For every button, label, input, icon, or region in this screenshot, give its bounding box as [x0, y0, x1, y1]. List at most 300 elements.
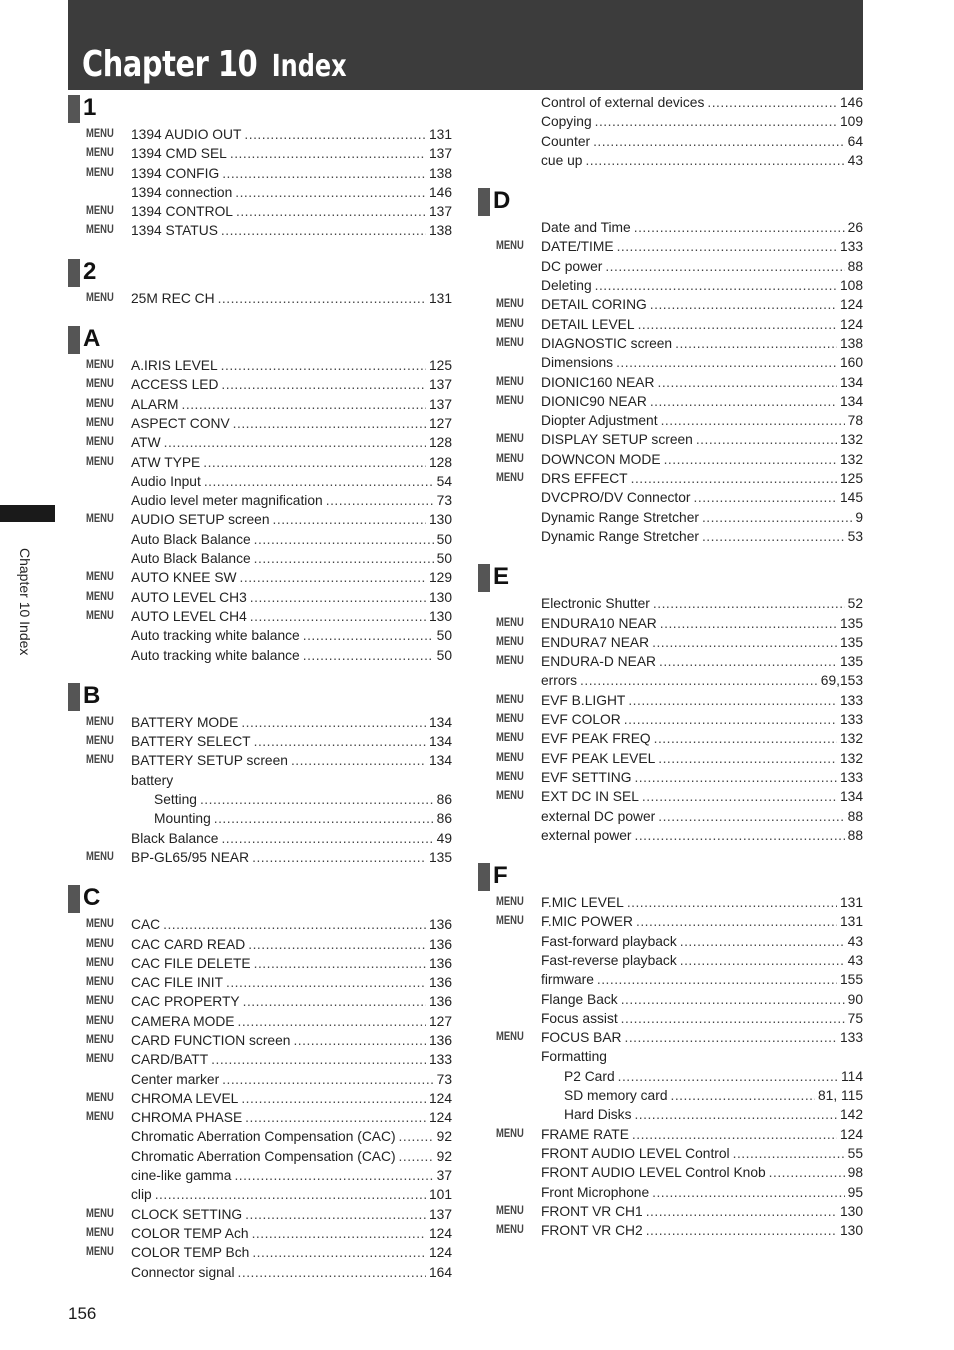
section-marker-bar [68, 683, 80, 711]
entry-page: 138 [428, 165, 452, 181]
entry-page: 124 [428, 1110, 452, 1126]
entry-row [131, 829, 452, 848]
entry-term: EVF B.LIGHT [541, 692, 626, 708]
entry-row [541, 614, 863, 633]
entry-page: 53 [847, 528, 863, 544]
entry-term: Diopter Adjustment [541, 413, 658, 429]
entry-page: 88 [847, 827, 863, 843]
dot-leader [235, 183, 426, 202]
dot-leader [303, 646, 434, 665]
entry-page: 54 [436, 473, 452, 489]
chapter-label: Chapter 10 [82, 44, 258, 85]
entry-term: Audio Input [131, 473, 201, 489]
dot-leader [303, 626, 434, 645]
dot-leader [634, 1105, 837, 1124]
entry-term: errors [541, 673, 578, 689]
entry-page: 127 [428, 1013, 452, 1029]
dot-leader [248, 935, 426, 954]
entry-page: 133 [839, 769, 863, 785]
entry-row [541, 132, 863, 151]
entry-row [541, 334, 863, 353]
entry-row [131, 144, 452, 163]
dot-leader [226, 973, 426, 992]
entry-row [131, 164, 452, 183]
entry-page: 114 [841, 1068, 863, 1084]
entry-row [131, 568, 452, 587]
dot-leader [650, 392, 837, 411]
entry-term: Date and Time [541, 220, 631, 236]
index-section [68, 259, 452, 308]
dot-leader [254, 732, 426, 751]
dot-leader [638, 315, 837, 334]
entry-row [131, 1147, 452, 1166]
menu-tag: MENU [86, 359, 114, 372]
section-marker-bar [68, 95, 80, 123]
dot-leader [652, 633, 837, 652]
entry-row [541, 1202, 863, 1221]
dot-leader [250, 607, 426, 626]
entry-page: 88 [847, 258, 863, 274]
entry-term: Connector signal [131, 1264, 235, 1280]
index-entry [478, 594, 863, 613]
menu-tag: MENU [86, 1246, 114, 1259]
entry-page: 109 [839, 114, 863, 130]
dot-leader [653, 594, 845, 613]
entry-term: Copying [541, 114, 592, 130]
entry-page: 131 [839, 914, 863, 930]
menu-tag: MENU [86, 995, 114, 1008]
section-header [68, 885, 452, 914]
entry-term: SD memory card [564, 1088, 668, 1104]
entry-page: 134 [839, 374, 863, 390]
entry-page: 136 [428, 936, 452, 952]
dot-leader [621, 990, 845, 1009]
entry-row [541, 315, 863, 334]
dot-leader [240, 568, 426, 587]
index-entry [478, 132, 863, 151]
index-entry [478, 1183, 863, 1202]
index-entry [478, 93, 863, 112]
entry-term: FOCUS BAR [541, 1030, 622, 1046]
section-letter: 1 [83, 94, 97, 121]
index-entry [68, 1205, 452, 1224]
entry-term: DATE/TIME [541, 239, 614, 255]
menu-tag: MENU [86, 128, 114, 140]
entry-term: Electronic Shutter [541, 596, 650, 612]
entry-term: DRS EFFECT [541, 471, 628, 487]
entry-row [541, 912, 863, 931]
entry-term: DIAGNOSTIC screen [541, 335, 673, 351]
index-entry [68, 1147, 452, 1166]
entry-term: ATW TYPE [131, 454, 201, 470]
dot-leader [293, 1031, 426, 1050]
entry-page: 86 [436, 811, 452, 827]
section-marker-bar [68, 326, 80, 354]
entry-page: 37 [436, 1168, 452, 1184]
entry-term: CHROMA PHASE [131, 1110, 243, 1126]
entry-row [541, 430, 863, 449]
entry-page: 130 [428, 512, 452, 528]
dot-leader [211, 1050, 426, 1069]
index-entry [68, 472, 452, 491]
menu-tag: MENU [86, 590, 114, 603]
dot-leader [659, 652, 837, 671]
menu-tag: MENU [86, 1053, 114, 1066]
index-entry [68, 992, 452, 1011]
section-header [478, 188, 863, 217]
index-entry [478, 1067, 863, 1086]
entry-page: 132 [839, 750, 863, 766]
dot-leader [650, 295, 837, 314]
dot-leader [326, 491, 434, 510]
menu-tag: MENU [496, 635, 524, 648]
menu-tag: MENU [496, 713, 524, 726]
entry-term: Fast-forward playback [541, 933, 677, 949]
index-entry [68, 1224, 452, 1243]
entry-term: EVF PEAK FREQ [541, 731, 651, 747]
entry-row [131, 1127, 452, 1146]
entry-term: CLOCK SETTING [131, 1206, 243, 1222]
entry-row [564, 1086, 863, 1105]
index-entry [478, 671, 863, 690]
index-entry [478, 373, 863, 392]
entry-row [131, 530, 452, 549]
dot-leader [238, 1263, 426, 1282]
index-entry [68, 530, 452, 549]
entry-page: 155 [839, 972, 863, 988]
entry-page: 49 [436, 830, 452, 846]
entry-term: Dimensions [541, 355, 614, 371]
entry-page: 50 [436, 628, 452, 644]
index-entry [478, 353, 863, 372]
dot-leader [769, 1163, 845, 1182]
menu-tag: MENU [86, 1033, 114, 1046]
entry-page: 130 [428, 608, 452, 624]
entry-page: 138 [839, 335, 863, 351]
index-entry [68, 221, 452, 240]
entry-page: 137 [428, 146, 452, 162]
index-entry [68, 510, 452, 529]
entry-row [541, 508, 863, 527]
entry-term: CAC CARD READ [131, 936, 246, 952]
entry-term: external power [541, 827, 632, 843]
entry-row [131, 588, 452, 607]
entry-page: 50 [436, 551, 452, 567]
entry-term: Dynamic Range Stretcher [541, 528, 699, 544]
entry-page: 125 [839, 471, 863, 487]
index-section [478, 93, 863, 170]
index-entry [68, 1089, 452, 1108]
menu-tag: MENU [86, 166, 114, 179]
entry-row [541, 527, 863, 546]
entry-page: 136 [428, 917, 452, 933]
menu-tag: MENU [496, 1127, 524, 1140]
entry-term: ENDURA7 NEAR [541, 634, 650, 650]
entry-page: 131 [839, 895, 863, 911]
entry-page: 124 [428, 1225, 452, 1241]
entry-term: FRONT AUDIO LEVEL Control [541, 1145, 730, 1161]
section-letter: A [83, 325, 101, 353]
entry-term: 25M REC CH [131, 290, 215, 306]
entry-page: 92 [436, 1129, 452, 1145]
menu-tag: MENU [496, 770, 524, 783]
entry-term: EVF SETTING [541, 769, 632, 785]
section-marker-bar [68, 259, 80, 287]
entry-term: 1394 STATUS [131, 223, 218, 239]
entry-row [541, 807, 863, 826]
entry-page: 9 [855, 509, 863, 525]
entry-page: 124 [839, 1126, 863, 1142]
menu-tag: MENU [86, 976, 114, 989]
entry-row [541, 1144, 863, 1163]
entry-row [131, 992, 452, 1011]
dot-leader [657, 373, 836, 392]
entry-row [154, 790, 452, 809]
index-entry [68, 289, 452, 308]
entry-term: external DC power [541, 808, 656, 824]
entry-term: 1394 CONTROL [131, 204, 233, 220]
entry-row [541, 768, 863, 787]
entry-row [541, 951, 863, 970]
menu-tag: MENU [86, 715, 114, 728]
entry-term: Deleting [541, 278, 592, 294]
index-entry [68, 125, 452, 144]
index-entry [478, 1144, 863, 1163]
dot-leader [595, 276, 837, 295]
entry-row [131, 453, 452, 472]
chapter-heading [82, 44, 347, 85]
entry-term: Flange Back [541, 991, 618, 1007]
entry-row [131, 1243, 452, 1262]
entry-row [541, 112, 863, 131]
index-entry [68, 915, 452, 934]
entry-row [541, 392, 863, 411]
entry-row [541, 594, 863, 613]
menu-tag: MENU [86, 436, 114, 449]
index-entry [68, 433, 452, 452]
entry-term: Auto tracking white balance [131, 647, 300, 663]
dot-leader [675, 334, 837, 353]
entry-page: 88 [847, 808, 863, 824]
index-entry [478, 1086, 863, 1105]
index-entry [68, 1243, 452, 1262]
index-entry [68, 790, 452, 809]
dot-leader [702, 527, 845, 546]
index-entry [68, 1166, 452, 1185]
index-entry [478, 276, 863, 295]
section-letter: C [83, 884, 101, 912]
entry-term: Setting [154, 792, 197, 808]
index-entry [68, 848, 452, 867]
index-entry [478, 218, 863, 237]
index-entry [478, 1028, 863, 1047]
index-entry [68, 829, 452, 848]
entry-term: Black Balance [131, 830, 219, 846]
index-entry [478, 527, 863, 546]
entry-row [131, 607, 452, 626]
entry-row [131, 395, 452, 414]
section-marker-bar [478, 564, 490, 592]
index-entry [478, 1047, 863, 1066]
entry-term: CAC PROPERTY [131, 994, 240, 1010]
index-column-left [68, 95, 452, 1300]
index-section [478, 863, 863, 1240]
entry-page: 136 [428, 955, 452, 971]
menu-tag: MENU [496, 790, 524, 803]
index-entry [68, 771, 452, 790]
entry-page: 55 [847, 1145, 863, 1161]
entry-row [541, 1163, 863, 1182]
index-entry [68, 144, 452, 163]
entry-term: CAMERA MODE [131, 1013, 235, 1029]
entry-term: FRAME RATE [541, 1126, 629, 1142]
index-entry [68, 453, 452, 472]
index-entry [68, 1031, 452, 1050]
entry-page: 73 [436, 1071, 452, 1087]
menu-tag: MENU [496, 616, 524, 629]
index-entry [478, 970, 863, 989]
entry-term: Auto Black Balance [131, 531, 251, 547]
index-entry [478, 1105, 863, 1124]
dot-leader [243, 992, 426, 1011]
entry-row [541, 295, 863, 314]
entry-term: Auto Black Balance [131, 551, 251, 567]
dot-leader [664, 450, 837, 469]
menu-tag: MENU [86, 609, 114, 622]
index-entry [68, 1185, 452, 1204]
entry-term: 1394 CMD SEL [131, 146, 227, 162]
entry-term: ATW [131, 435, 161, 451]
entry-term: Formatting [541, 1049, 607, 1065]
index-entry [478, 614, 863, 633]
section-letter: D [493, 187, 511, 215]
index-entry [68, 1127, 452, 1146]
index-entry [478, 691, 863, 710]
section-marker-bar [478, 863, 490, 891]
dot-leader [241, 1089, 426, 1108]
menu-tag: MENU [86, 918, 114, 931]
dot-leader [241, 713, 426, 732]
dot-leader [634, 218, 845, 237]
entry-term: A.IRIS LEVEL [131, 358, 218, 374]
entry-page: 138 [428, 223, 452, 239]
entry-row [131, 954, 452, 973]
index-entry [478, 633, 863, 652]
index-section [68, 683, 452, 867]
index-entry [478, 430, 863, 449]
entry-page: 135 [839, 615, 863, 631]
entry-row [541, 93, 863, 112]
dot-leader [155, 1185, 426, 1204]
dot-leader [164, 433, 426, 452]
dot-leader [252, 1224, 426, 1243]
dot-leader [660, 614, 837, 633]
entry-term: F.MIC POWER [541, 914, 633, 930]
menu-tag: MENU [496, 751, 524, 764]
entry-term: ENDURA-D NEAR [541, 654, 656, 670]
entry-row [131, 848, 452, 867]
entry-term: DISPLAY SETUP screen [541, 432, 693, 448]
index-entry [68, 1263, 452, 1282]
entry-row [131, 202, 452, 221]
index-entry [478, 768, 863, 787]
dot-leader [399, 1147, 434, 1166]
dot-leader [176, 771, 449, 790]
dot-leader [621, 1009, 845, 1028]
dot-leader [182, 395, 426, 414]
entry-row [131, 433, 452, 452]
index-entry [68, 1070, 452, 1089]
entry-row [131, 771, 452, 790]
menu-tag: MENU [86, 224, 114, 237]
entry-term: firmware [541, 972, 594, 988]
entry-page: 133 [839, 692, 863, 708]
dot-leader [233, 414, 426, 433]
dot-leader [221, 356, 426, 375]
dot-leader [244, 125, 426, 144]
entry-term: DETAIL LEVEL [541, 316, 635, 332]
entry-row [541, 826, 863, 845]
entry-row [131, 973, 452, 992]
entry-row [541, 990, 863, 1009]
entry-page: 124 [428, 1090, 452, 1106]
entry-row [541, 1221, 863, 1240]
index-section [68, 885, 452, 1282]
entry-page: 130 [839, 1223, 863, 1239]
entry-page: 90 [847, 991, 863, 1007]
dot-leader [230, 144, 426, 163]
menu-tag: MENU [496, 298, 524, 311]
entry-row [541, 1009, 863, 1028]
entry-page: 137 [428, 204, 452, 220]
menu-tag: MENU [86, 455, 114, 468]
dot-leader [245, 1108, 426, 1127]
entry-row [541, 671, 863, 690]
entry-term: ACCESS LED [131, 377, 219, 393]
dot-leader [631, 469, 837, 488]
entry-page: 128 [428, 454, 452, 470]
dot-leader [652, 1183, 845, 1202]
section-header [68, 259, 452, 288]
dot-leader [654, 729, 837, 748]
entry-row [131, 1224, 452, 1243]
entry-page: 98 [847, 1165, 863, 1181]
dot-leader [222, 164, 426, 183]
dot-leader [627, 893, 837, 912]
entry-page: 129 [428, 570, 452, 586]
index-entry [68, 164, 452, 183]
entry-row [131, 549, 452, 568]
entry-row [131, 915, 452, 934]
entry-page: 134 [428, 753, 452, 769]
entry-row [131, 472, 452, 491]
entry-row [131, 935, 452, 954]
index-entry [68, 375, 452, 394]
entry-term: Chromatic Aberration Compensation (CAC) [131, 1148, 396, 1164]
entry-row [541, 729, 863, 748]
entry-page: 146 [839, 95, 863, 110]
dot-leader [250, 588, 426, 607]
menu-tag: MENU [86, 1207, 114, 1220]
entry-row [131, 491, 452, 510]
entry-term: BP-GL65/95 NEAR [131, 849, 250, 865]
index-entry [478, 112, 863, 131]
side-tab-marker [0, 505, 55, 522]
entry-term: DIONIC160 NEAR [541, 374, 655, 390]
index-entry [68, 183, 452, 202]
index-entry [478, 1221, 863, 1240]
entry-row [131, 221, 452, 240]
